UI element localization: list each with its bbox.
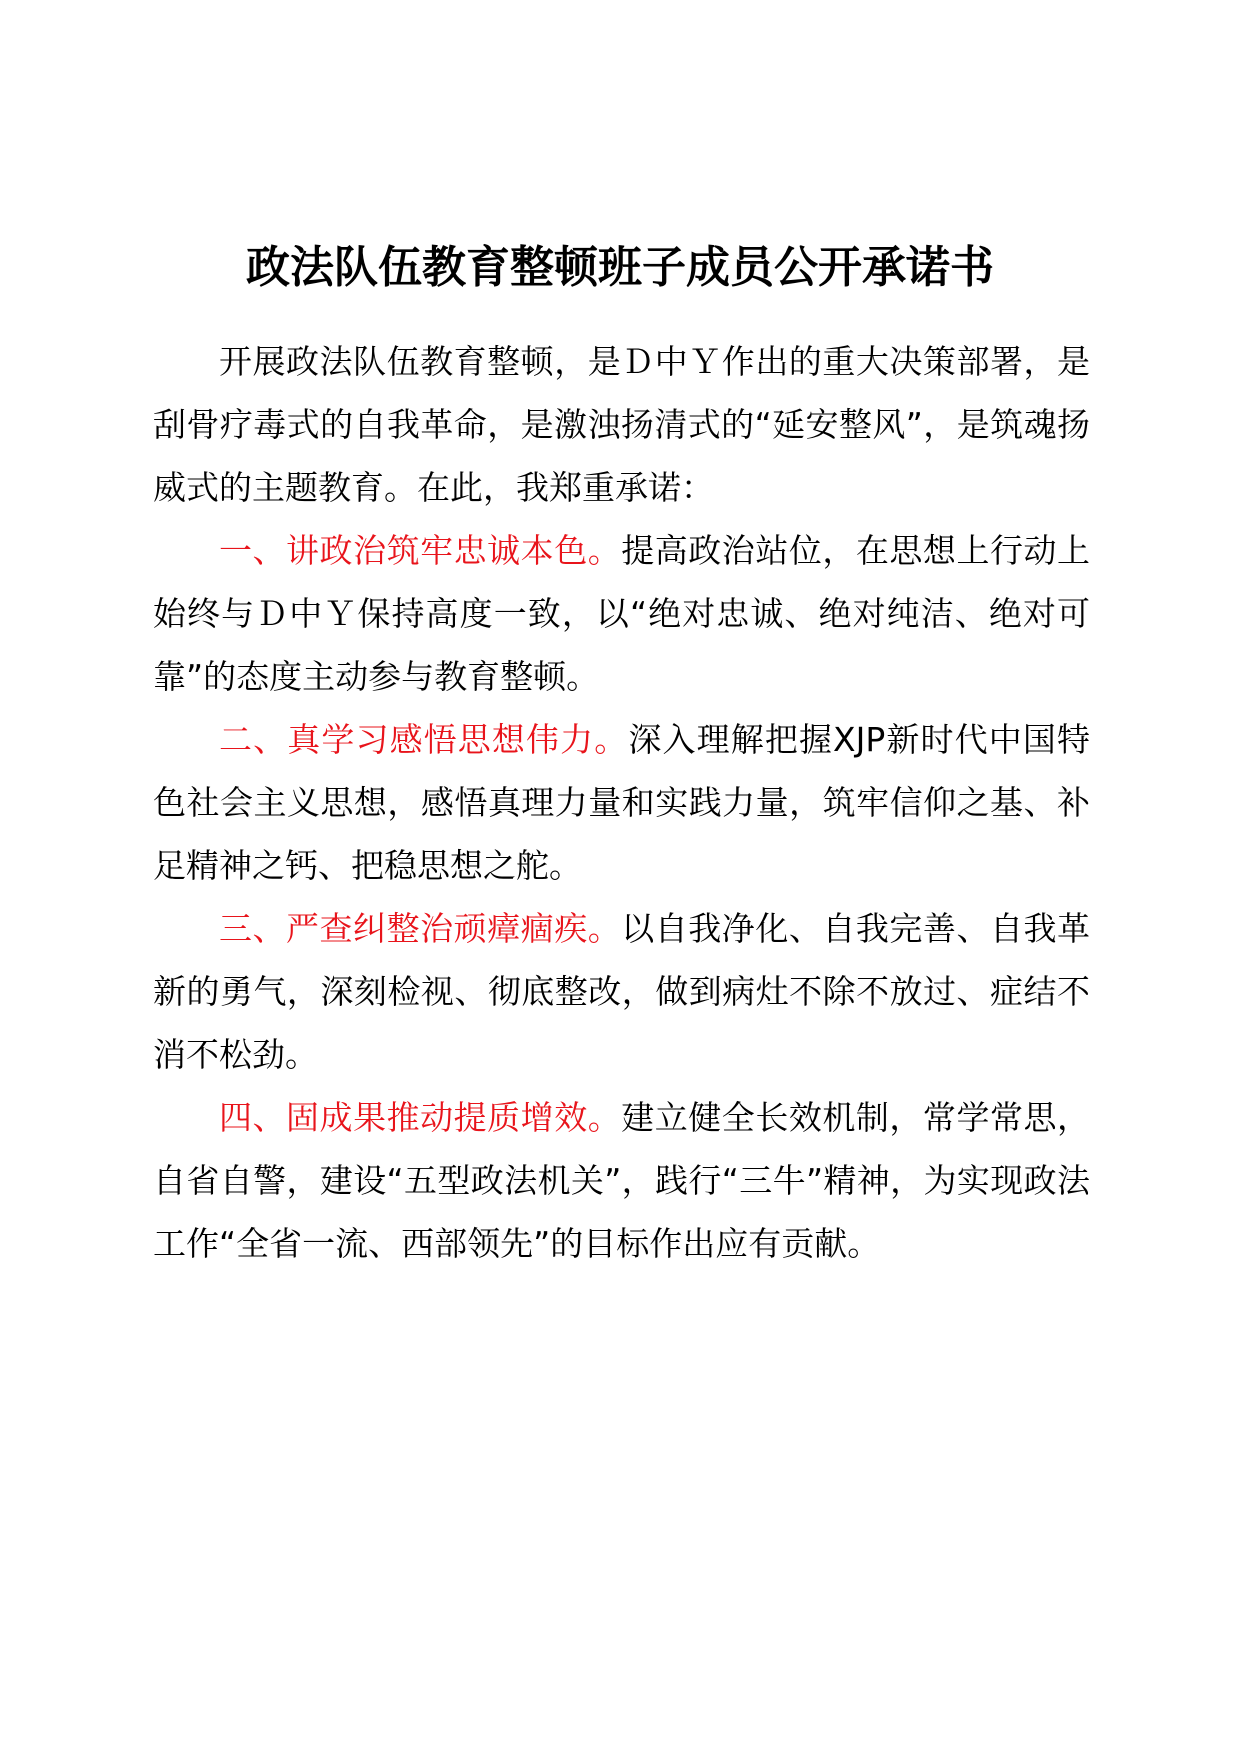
commitment-heading-3: 三、严查纠整治顽瘴痼疾。 [219, 909, 622, 948]
document-title: 政法队伍教育整顿班子成员公开承诺书 [246, 242, 994, 293]
commitment-text-1: 提高政治站位，在思想上行动上始终与Ｄ中Ｙ保持高度一致，以“绝对忠诚、绝对纯洁、绝对可靠”的态度主动参与教育整顿。 [153, 531, 1091, 696]
commitment-item-4 [153, 1086, 1090, 1275]
commitment-text-2: 深入理解把握XJP新时代中国特色社会主义思想，感悟真理力量和实践力量，筑牢信仰之基、补足精神之钙、把稳思想之舵。 [153, 720, 1090, 885]
commitment-item-3 [153, 897, 1090, 1086]
intro-paragraph: 开展政法队伍教育整顿，是Ｄ中Ｙ作出的重大决策部署，是刮骨疗毒式的自我革命，是激浊扬清式的“延安整风”，是筑魂扬威式的主题教育。在此，我郑重承诺： [153, 342, 1090, 507]
commitment-heading-1: 一、讲政治筑牢忠诚本色。 [219, 531, 622, 570]
commitment-item-1 [153, 519, 1090, 708]
commitment-heading-4: 四、固成果推动提质增效。 [219, 1098, 622, 1137]
document-body [153, 330, 1090, 1275]
commitment-text-4: 建立健全长效机制，常学常思，自省自警，建设“五型政法机关”，践行“三牛”精神，为实现政法工作“全省一流、西部领先”的目标作出应有贡献。 [153, 1098, 1091, 1263]
commitment-heading-2: 二、真学习感悟思想伟力。 [219, 720, 629, 759]
commitment-text-3: 以自我净化、自我完善、自我革新的勇气，深刻检视、彻底整改，做到病灶不除不放过、症结不消不松劲。 [153, 909, 1091, 1074]
commitment-item-2 [153, 708, 1090, 897]
